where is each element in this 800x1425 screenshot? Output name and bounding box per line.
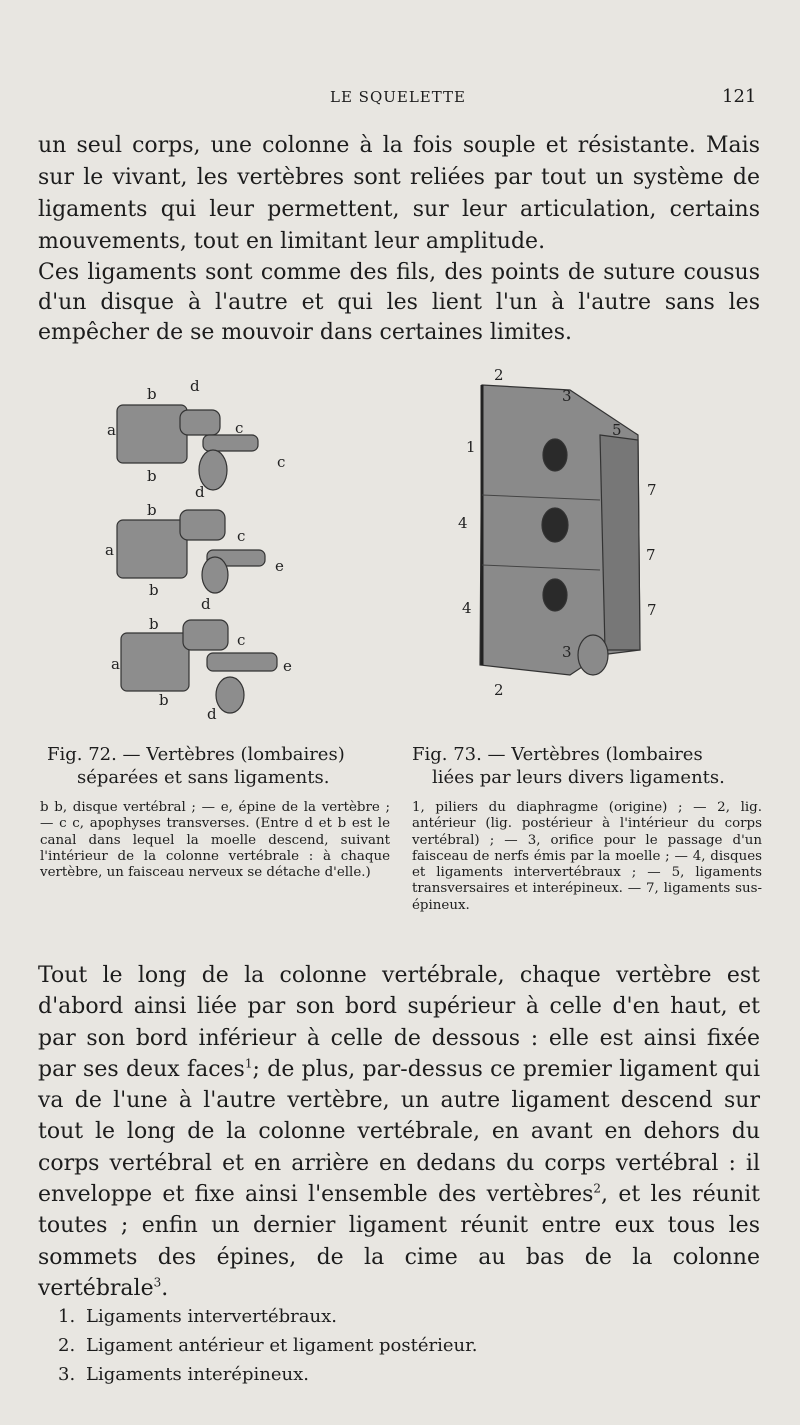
fig72-label-a2: a [105,541,114,559]
fig72-label-c: c [235,419,244,437]
fig73-label-3: 3 [562,387,572,405]
fig72-label-a3: a [111,655,120,673]
vertebra-1 [117,405,258,490]
footnote-2-text: Ligament antérieur et ligament postérieur. [86,1335,478,1356]
footnote-1 [58,1302,758,1331]
fig72-label-c4: c [237,631,246,649]
para3-seg1: Tout le long de la colonne vertébrale, chaque vertèbre est d'abord ainsi liée par son bord supérieur à celle d'en haut, et par son bord inférieur à celle de dessous : elle est ainsi fixée par ses deux faces [38,963,760,1082]
fig73-label-1: 1 [466,438,476,456]
fig72-label-e: e [275,557,284,575]
paragraph-1: un seul corps, une colonne à la fois souple et résistante. Mais sur le vivant, les vertèbres sont reliées par tout un système de ligaments qui leur permettent, sur leur articulation, certains mouvements, tout en limitant leur amplitude. [38,133,760,254]
fig72-title-line1: Fig. 72. — Vertèbres (lombaires) [47,744,345,765]
figure-73-title [412,743,762,789]
footnote-1-num: 1. [58,1306,76,1327]
fig73-label-3b: 3 [562,643,572,661]
fig73-title-line2: liées par leurs divers ligaments. [432,767,725,788]
fig72-label-b: b [147,385,157,403]
figure-72-illustration [95,375,310,720]
footnote-1-text: Ligaments intervertébraux. [86,1306,337,1327]
page-number: 121 [722,86,757,107]
paragraph-2: Ces ligaments sont comme des fils, des points de suture cousus d'un disque à l'autre et qui les lient l'un à l'autre sans les empêcher de se mouvoir dans certaines limites. [38,260,760,345]
fig73-label-2b: 2 [494,681,504,699]
fig72-label-b6: b [159,691,169,709]
paragraph-3 [38,960,760,1304]
fig73-label-7c: 7 [647,601,657,619]
footnote-ref-2: 2 [593,1181,602,1196]
figure-72-caption: b b, disque vertébral ; — e, épine de la vertèbre ; — c c, apophyses transverses. (Entre d et b est le canal dans lequel la moelle descend, suivant l'intérieur de la colonne vertébrale : à chaque vertèbre, un faisceau nerveux se détache d'elle.) [40,800,390,881]
fig73-label-7b: 7 [646,546,656,564]
para3-seg2: ; de plus, par-dessus ce premier ligament qui va de l'une à l'autre vertèbre, un autre ligament descend sur tout le long de la colonne vertébrale, en avant en dehors du corps vertébral et en arrière en dedans du corps vertébral : il enveloppe et fixe ainsi l'ensemble des vertèbres [38,1056,760,1208]
footnote-2-num: 2. [58,1335,76,1356]
fig72-label-d2: d [195,483,205,501]
fig73-label-7: 7 [647,481,657,499]
fig72-label-d4: d [207,705,217,720]
footnote-3 [58,1360,758,1389]
footnote-2 [58,1331,758,1360]
fig72-label-b2: b [147,467,157,485]
fig72-label-c2: c [277,453,286,471]
fig72-label-b3: b [147,501,157,519]
footnote-3-text: Ligaments interépineux. [86,1364,309,1385]
fig73-label-4b: 4 [462,599,472,617]
fig73-label-2: 2 [494,366,504,384]
page-header [0,88,800,112]
figure-73-illustration [450,365,665,705]
footnote-ref-3: 3 [153,1275,162,1290]
figure-72-title [47,743,392,789]
fig72-label-b4: b [149,581,159,599]
footnotes [58,1302,758,1389]
running-title: LE SQUELETTE [330,88,466,106]
fig72-label-d: d [190,377,200,395]
fig72-label-c3: c [237,527,246,545]
fig73-label-5: 5 [612,421,622,439]
footnote-3-num: 3. [58,1364,76,1385]
fig72-title-line2: séparées et sans ligaments. [77,767,330,788]
fig72-label-a: a [107,421,116,439]
figure-73-caption: 1, piliers du diaphragme (origine) ; — 2, lig. antérieur (lig. postérieur à l'intérieur du corps vertébral) ; — 3, orifice pour le passage d'un faisceau de nerfs émis par la moelle ; — 4, disques et ligaments intervertébraux ; — 5, ligaments transversaires et interépineux. — 7, ligaments sus-épineux. [412,800,762,913]
fig73-title-line1: Fig. 73. — Vertèbres (lombaires [412,744,703,765]
vertebra-3 [121,620,277,713]
fig72-label-e2: e [283,657,292,675]
fig72-label-d3: d [201,595,211,613]
para3-seg4: . [161,1275,169,1301]
para3-seg3: , et les réunit toutes ; enfin un dernier ligament réunit entre eux tous les sommets des épines, de la cime au bas de la colonne vertébrale [38,1182,760,1301]
fig73-label-4: 4 [458,514,468,532]
fig72-label-b5: b [149,615,159,633]
footnote-ref-1: 1 [244,1056,253,1071]
vertebra-2 [117,510,265,593]
